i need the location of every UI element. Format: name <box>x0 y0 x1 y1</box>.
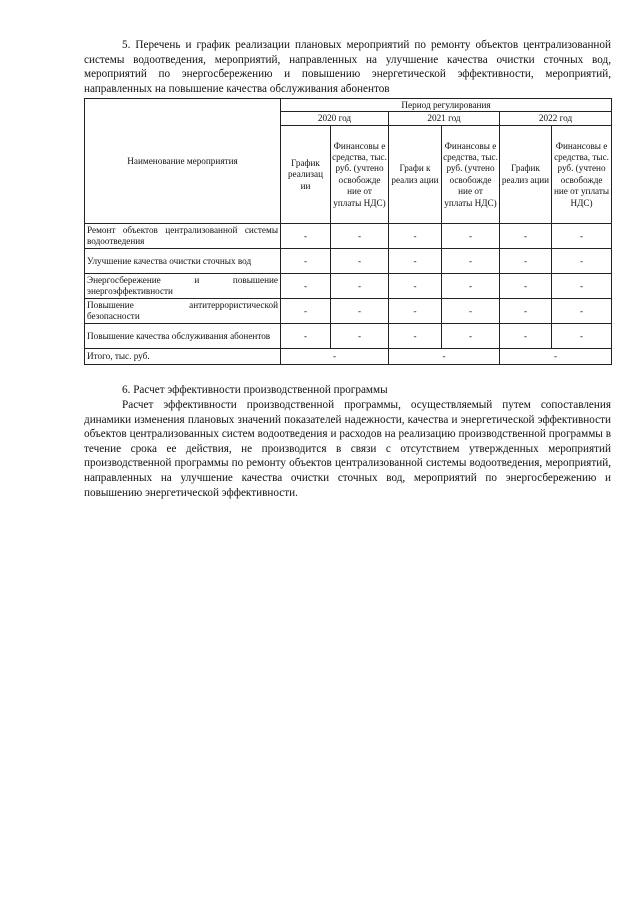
total-label: Итого, тыс. руб. <box>85 349 281 365</box>
table-cell: - <box>389 249 442 274</box>
table-cell: - <box>331 299 389 324</box>
year-header-2021: 2021 год <box>389 112 500 126</box>
table-row <box>85 299 612 324</box>
finance-header-2021: Финансовы е средства, тыс. руб. (учтено освобожде ние от уплаты НДС) <box>442 126 500 224</box>
table-cell: - <box>552 299 612 324</box>
row-activity-name: Энергосбережение и повышение энергоэффективности <box>85 274 281 299</box>
table-cell: - <box>331 274 389 299</box>
row-activity-name: Повышение качества обслуживания абонентов <box>85 324 281 349</box>
table-row <box>85 224 612 249</box>
table-cell: - <box>552 324 612 349</box>
section-6-title: 6. Расчет эффективности производственной программы <box>122 384 388 397</box>
schedule-header-2020: График реализац ии <box>281 126 331 224</box>
table-cell: - <box>281 249 331 274</box>
table-cell: - <box>389 274 442 299</box>
table-cell: - <box>442 224 500 249</box>
col-header-period: Период регулирования <box>281 99 612 112</box>
table-cell: - <box>281 224 331 249</box>
table-cell: - <box>500 299 552 324</box>
table-cell: - <box>389 324 442 349</box>
total-2020: - <box>281 349 389 365</box>
row-activity-name: Повышение антитеррористической безопасности <box>85 299 281 324</box>
table-cell: - <box>442 299 500 324</box>
table-cell: - <box>442 249 500 274</box>
table-cell: - <box>500 224 552 249</box>
table-cell: - <box>552 224 612 249</box>
schedule-header-2021: Графи к реализ ации <box>389 126 442 224</box>
year-header-2022: 2022 год <box>500 112 612 126</box>
table-cell: - <box>442 274 500 299</box>
table-row <box>85 274 612 299</box>
table-cell: - <box>281 324 331 349</box>
finance-header-2022: Финансовы е средства, тыс. руб. (учтено освобожде ние от уплаты НДС) <box>552 126 612 224</box>
table-cell: - <box>331 324 389 349</box>
total-2021: - <box>389 349 500 365</box>
table-cell: - <box>331 224 389 249</box>
col-header-activity-name: Наименование мероприятия <box>85 99 281 224</box>
table-cell: - <box>281 299 331 324</box>
row-activity-name: Улучшение качества очистки сточных вод <box>85 249 281 274</box>
table-cell: - <box>552 274 612 299</box>
table-cell: - <box>331 249 389 274</box>
row-activity-name: Ремонт объектов централизованной системы водоотведения <box>85 224 281 249</box>
table-cell: - <box>281 274 331 299</box>
activities-table <box>84 98 612 365</box>
table-cell: - <box>389 299 442 324</box>
table-cell: - <box>500 324 552 349</box>
finance-header-2020: Финансовы е средства, тыс. руб. (учтено освобожде ние от уплаты НДС) <box>331 126 389 224</box>
table-cell: - <box>442 324 500 349</box>
table-cell: - <box>500 274 552 299</box>
table-cell: - <box>500 249 552 274</box>
table-cell: - <box>389 224 442 249</box>
year-header-2020: 2020 год <box>281 112 389 126</box>
table-cell: - <box>552 249 612 274</box>
document-page <box>84 38 611 500</box>
total-2022: - <box>500 349 612 365</box>
section-5-heading: 5. Перечень и график реализации плановых мероприятий по ремонту объектов централизованной системы водоотведения, мероприятий, направленных на улучшение качества очистки сточных вод, мероприятий по энергосбережению и повышению энергетической эффективности, мероприятий, направленных на повышение качества обслуживания абонентов <box>84 39 611 95</box>
total-row <box>85 349 612 365</box>
section-6-body: Расчет эффективности производственной программы, осуществляемый путем сопоставления динамики изменения плановых значений показателей надежности, качества и энергетической эффективности объектов централизованных систем водоотведения и расходов на реализацию производственной программы в течение срока ее действия, не производится в связи с отсутствием утвержденных мероприятий производственной программы по ремонту объектов централизованной системы водоотведения, мероприятий, направленных на улучшение качества очистки сточных вод, мероприятий по энергосбережению и повышению энергетической эффективности. <box>84 398 611 499</box>
table-row <box>85 324 612 349</box>
schedule-header-2022: График реализ ации <box>500 126 552 224</box>
table-row <box>85 249 612 274</box>
